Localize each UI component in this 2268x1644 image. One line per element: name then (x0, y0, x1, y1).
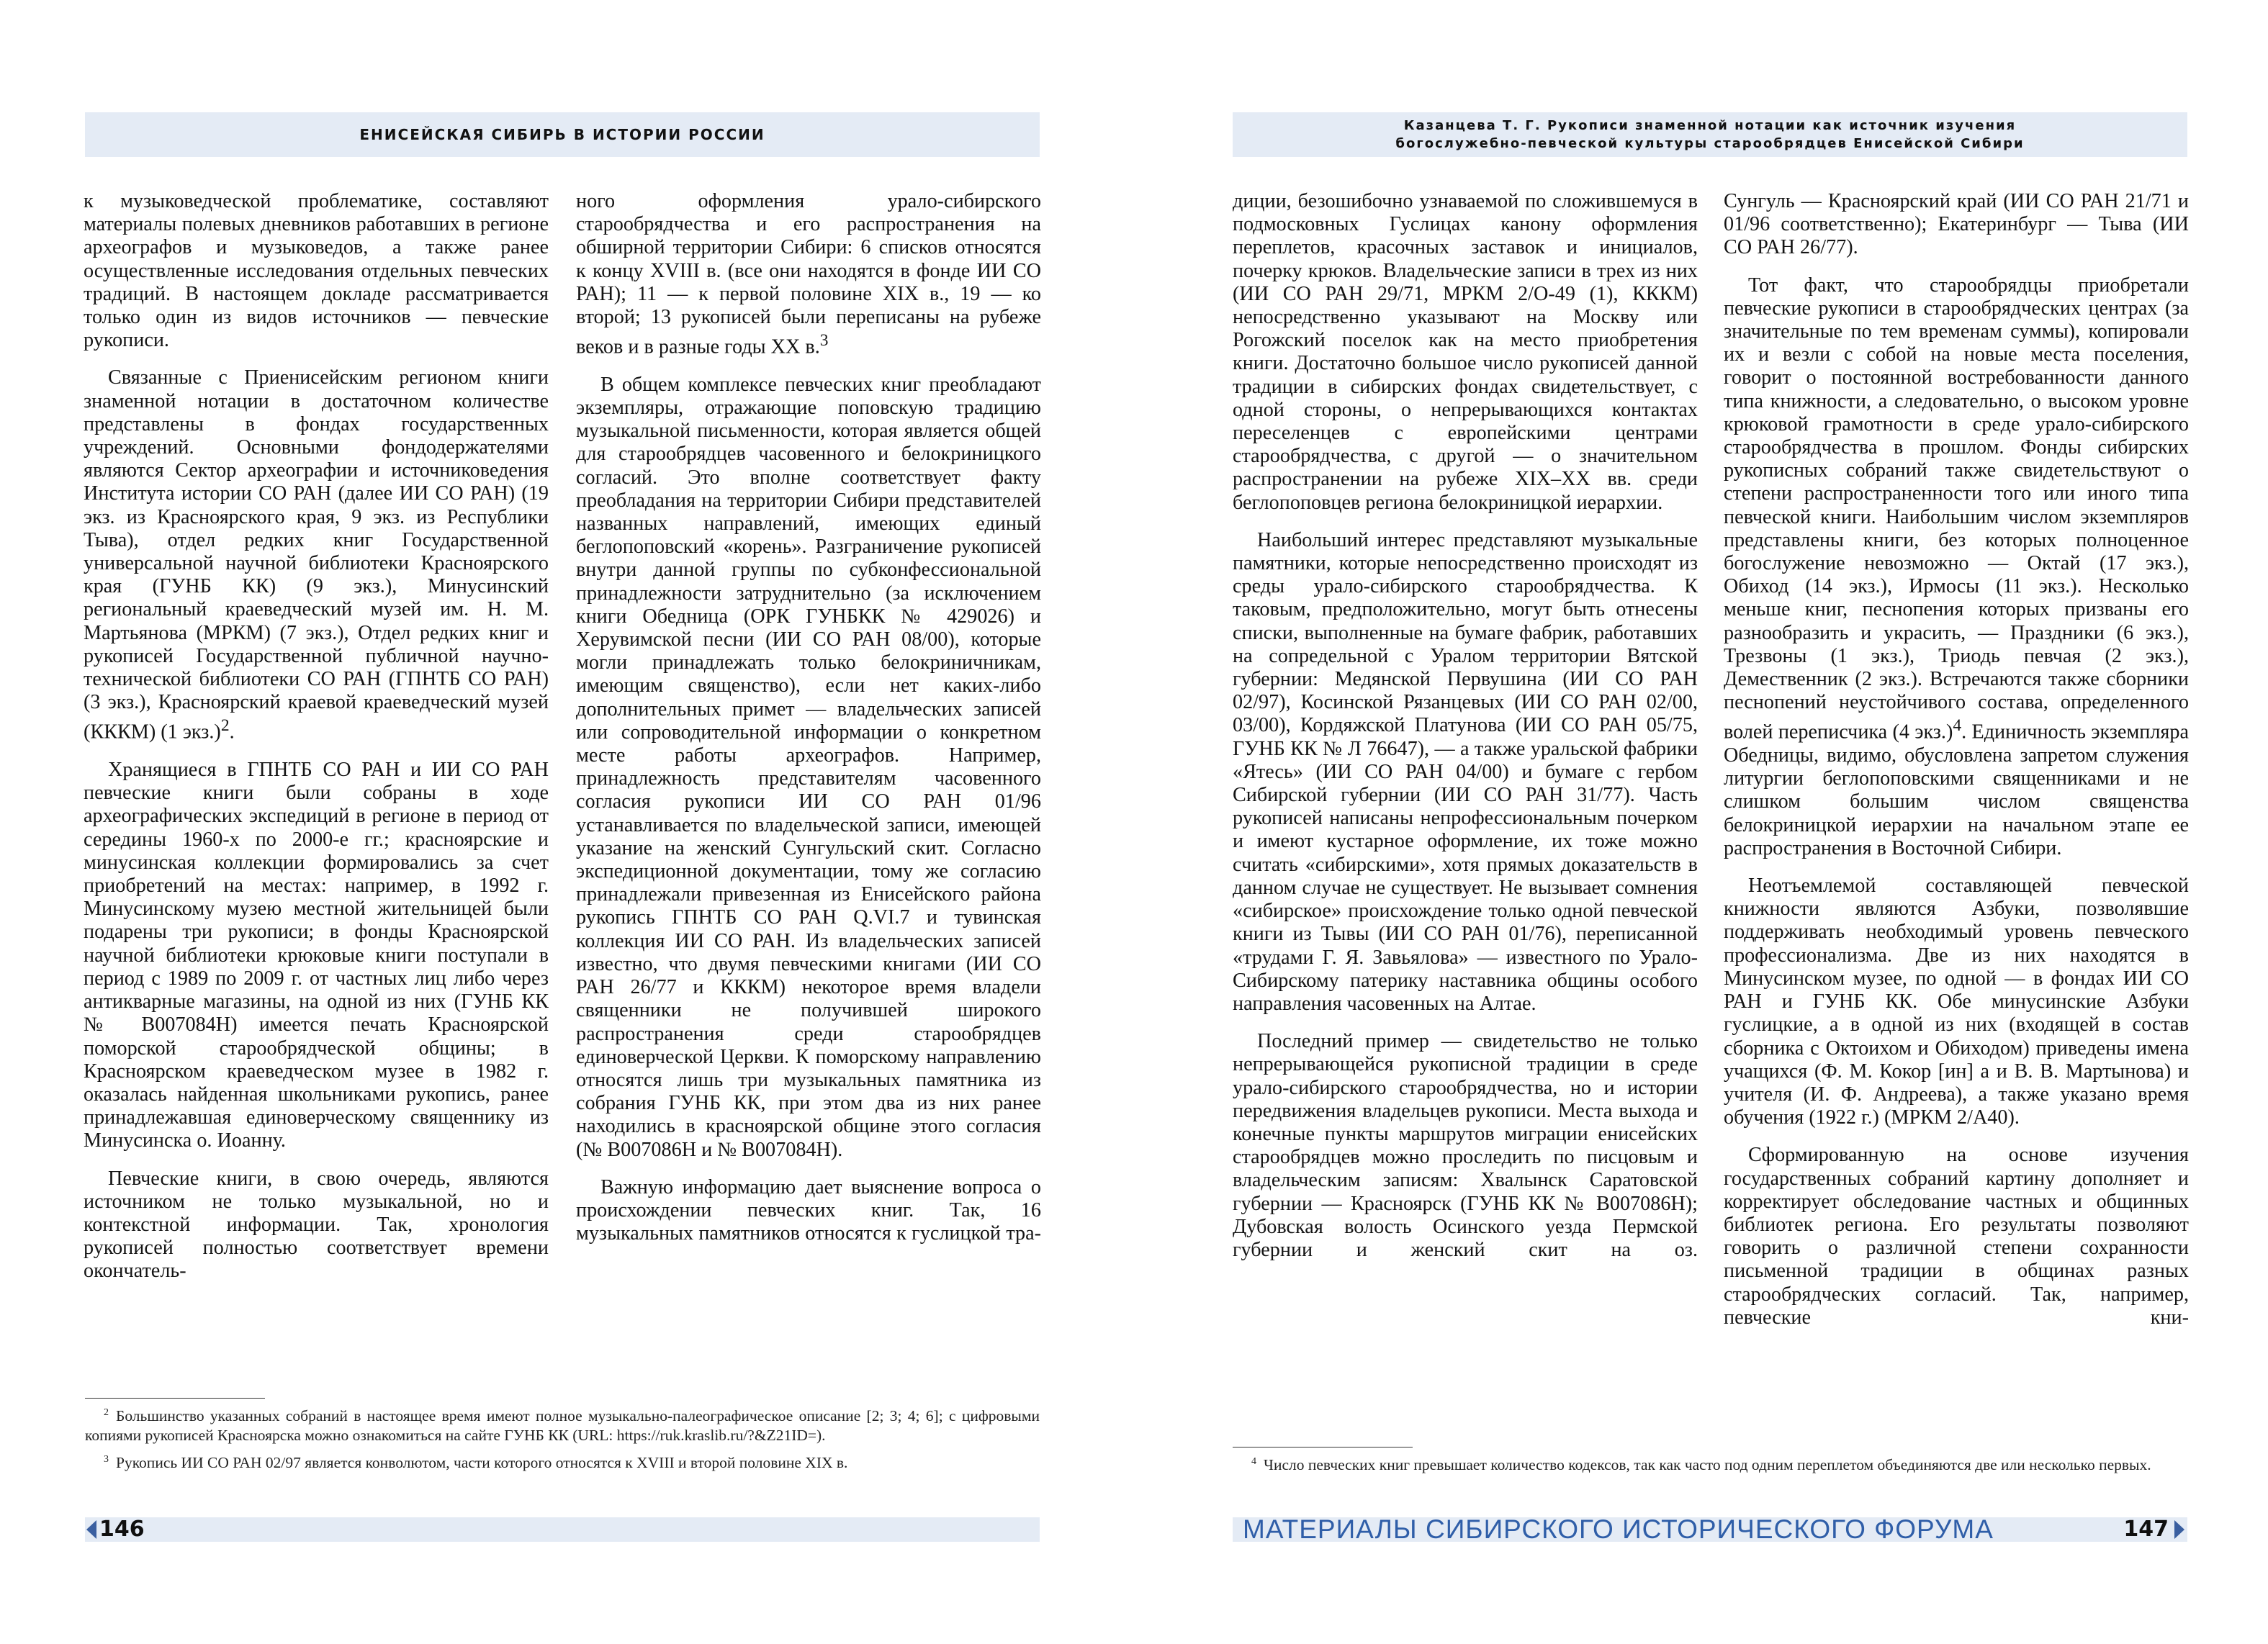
paragraph: Последний пример — свидетельство не только непрерывающейся рукописной традиции в среде урало-сибирского старообрядчества, но и истории передвижения владельцев рукописи. Места выхода и конечные пункты маршрутов миграции енисейских старообрядцев можно проследить по писцовым и владельческим записям: Хвалынск Саратовской губернии — Красноярск (ГУНБ КК № В007086Н); Дубовская волость Осинского уезда Пермской губернии и женский скит на оз. (1233, 1030, 1698, 1261)
paragraph: Связанные с Приенисейским регионом книги знаменной нотации в достаточном количестве представлены в фондах государственных учреждений. Основными фондодержателями являются Сектор археографии и источниковедения Института истории СО РАН (далее ИИ СО РАН) (19 экз. из Красноярского края, 9 экз. из Республики Тыва), отдел редких книг Государственной универсальной научной библиотеки Красноярского края (ГУНБ КК) (9 экз.), Минусинский региональный краеведческий музей им. Н. М. Мартьянова (МРКМ) (7 экз.), Отдел редких книг и рукописей Государственной публичной научно-технической библиотеки СО РАН (ГПНТБ СО РАН) (3 экз.), Красноярский краевой краеведческий музей (КККМ) (1 экз.)$^2$. (84, 366, 549, 744)
page-number: 146 (99, 1517, 145, 1542)
left-running-header: ЕНИСЕЙСКАЯ СИБИРЬ В ИСТОРИИ РОССИИ (85, 112, 1040, 157)
footnote (1233, 1453, 2187, 1475)
chevron-left-icon (86, 1520, 96, 1539)
footnote-text: Рукопись ИИ СО РАН 02/97 является конволютом, части которого относятся к XVIII и второй половине XIX в. (116, 1454, 848, 1472)
paragraph: Хранящиеся в ГПНТБ СО РАН и ИИ СО РАН певческие книги были собраны в ходе археографических экспедиций в регионе в период от середины 1960-х по 2000-е гг.; красноярские и минусинская коллекции формировались за счет приобретений на местах: например, в 1992 г. Минусинскому музею местной жительницей были подарены три рукописи; в фонды Красноярской научной библиотеки крюковые книги поступали в период с 1989 по 2009 г. от частных лиц либо через антикварные магазины, на одной из них (ГУНБ КК № В007084Н) имеется печать Красноярской поморской старообрядческой общины; в Красноярском краеведческом музее в 1982 г. оказалась найденная школьниками рукопись, ранее принадлежавшая единоверческому священнику из Минусинска о. Иоанну. (84, 759, 549, 1152)
paragraph: Сунгуль — Красноярский край (ИИ СО РАН 21/71 и 01/96 соответственно); Екатеринбург — Тыва (ИИ СО РАН 26/77). (1724, 190, 2189, 259)
footnote (85, 1450, 1040, 1473)
running-header-line: Казанцева Т. Г. Рукописи знаменной нотации как источник изучения (1403, 118, 2017, 133)
paragraph-text: Единичность экземпляра Обедницы, видимо, обусловлена запретом служения литургии беглопоповскими священниками и не слишком большим числом священства белокриницкой иерархии на начальном этапе ее распространения в Восточной Сибири. (1724, 721, 2190, 859)
footnote-text: Число певческих книг превышает количество кодексов, так как часто под одним переплетом объединяются две или несколько первых. (1264, 1456, 2151, 1474)
left-page-column-2 (576, 190, 1041, 1260)
right-running-header (1233, 112, 2187, 157)
footnote-number: 3 (104, 1454, 109, 1465)
footnote (85, 1404, 1040, 1445)
page-number: 147 (2123, 1517, 2169, 1542)
paragraph: Тот факт, что старообрядцы приобретали певческие рукописи в старообрядческих центрах (за значительные по тем временам суммы), копировали их и везли с собой на новые места поселения, говорит о постоянной востребованности данного типа книжности, а следовательно, о высоком уровне крюковой грамотности в среде урало-сибирского старообрядчества в прошлом. Фонды сибирских рукописных собраний также свидетельствуют о степени распространенности того или иного типа певческой книги. Наибольшим числом экземпляров представлены книги, без которых полноценное богослужение невозможно — Октай (17 экз.), Обиход (14 экз.), Ирмосы (11 экз.). Несколько меньше книг, песнопения которых призваны его разнообразить и украсить, — Праздники (6 экз.), Трезвоны (1 экз.), Триодь певчая (2 экз.), Демественник (2 экз.). Встречаются также сборники песнопений неустойчивого состава, определенного волей переписчика (4 экз.)$^4$. Единичность экземпляра Обедницы, видимо, обусловлена запретом служения литургии беглопоповскими священниками и не слишком большим числом священства белокриницкой иерархии на начальном этапе ее распространения в Восточной Сибири. (1724, 274, 2190, 859)
paragraph-text: Тот факт, что старообрядцы приобретали певческие рукописи в старообрядческих центрах (за значительные по тем временам суммы), копировали их и везли с собой на новые места поселения, говорит о постоянной востребованности данного типа книжности, а следовательно, о высоком уровне крюковой грамотности в среде урало-сибирского старообрядчества в прошлом. Фонды сибирских рукописных собраний также свидетельствуют о степени распространенности того или иного типа певческой книги. Наибольшим числом экземпляров представлены книги, без которых полноценное богослужение невозможно — Октай (17 экз.), Обиход (14 экз.), Ирмосы (11 экз.). Несколько меньше книг, песнопения которых призваны его разнообразить и украсить, — Праздники (6 экз.), Трезвоны (1 экз.), Триодь певчая (2 экз.), Демественник (2 экз.). Встречаются также сборники песнопений неустойчивого состава, определенного волей переписчика (4 экз.) (1724, 274, 2189, 744)
footnote-ref: 3 (819, 331, 829, 351)
footnote-number: 2 (104, 1407, 109, 1418)
footnote-divider (85, 1398, 265, 1399)
journal-title: МАТЕРИАЛЫ СИБИРСКОГО ИСТОРИЧЕСКОГО ФОРУМА (1243, 1514, 1994, 1544)
paragraph: Сформированную на основе изучения государственных собраний картину дополняет и корректирует обследование частных и общинных библиотек региона. Его результаты позволяют говорить о различной степени сохранности письменной традиции в общинах разных старообрядческих согласий. Так, например, певческие кни- (1724, 1144, 2189, 1329)
right-page-footer (1233, 1514, 2187, 1544)
left-footnotes (85, 1404, 1040, 1478)
paragraph: диции, безошибочно узнаваемой по сложившемуся в подмосковных Гуслицах канону оформления переплетов, красочных заставок и инициалов, почерку крюков. Владельческие записи в трех из них (ИИ СО РАН 29/71, МРКМ 2/О-49 (1), КККМ) непосредственно указывают на Москву или Рогожский поселок как на место приобретения книги. Достаточно большое число рукописей данной традиции в сибирских фондах свидетельствует, с одной стороны, о непрерывающихся контактах переселенцев с европейскими центрами старообрядчества, с другой — о значительном распространении на рубеже XIX–XX вв. среди беглопоповцев региона белокриницкой иерархии. (1233, 190, 1698, 514)
footnote-ref: 2 (220, 716, 230, 736)
footnote-text: Большинство указанных собраний в настоящее время имеют полное музыкально-палеографическое описание [2; 3; 4; 6]; с цифровыми копиями рукописей Красноярска можно ознакомиться на сайте ГУНБ КК (URL: https://ruk.kraslib.ru/?&Z21ID=). (85, 1407, 1040, 1444)
paragraph (576, 190, 1041, 359)
paragraph-text: ного оформления урало-сибирского старообрядчества и его распространения на обширной территории Сибири: 6 списков относятся к концу XVIII в. (все они находятся в фонде ИИ СО РАН); 11 — к первой половине XIX в., 19 — ко второй; 13 рукописей были переписаны на рубеже веков и в разные годы XX в. (576, 190, 1041, 358)
left-page-column-1 (84, 190, 549, 1298)
paragraph: Важную информацию дает выяснение вопроса о происхождении певческих книг. Так, 16 музыкальных памятников относятся к гуслицкой тра- (576, 1175, 1041, 1245)
paragraph-text: Связанные с Приенисейским регионом книги знаменной нотации в достаточном количестве представлены в фондах государственных учреждений. Основными фондодержателями являются Сектор археографии и источниковедения Института истории СО РАН (далее ИИ СО РАН) (19 экз. из Красноярского края, 9 экз. из Республики Тыва), отдел редких книг Государственной универсальной научной библиотеки Красноярского края (ГУНБ КК) (9 экз.), Минусинский региональный краеведческий музей им. Н. М. Мартьянова (МРКМ) (7 экз.), Отдел редких книг и рукописей Государственной публичной научно-технической библиотеки СО РАН (ГПНТБ СО РАН) (3 экз.), Красноярский краевой краеведческий музей (КККМ) (1 экз.) (84, 366, 549, 744)
paragraph: В общем комплексе певческих книг преобладают экземпляры, отражающие поповскую традицию музыкальной письменности, которая является общей для старообрядцев часовенного и белокриницкого согласий. Это вполне соответствует факту преобладания на территории Сибири представителей названных направлений, имеющих единый беглопоповский «корень». Разграничение рукописей внутри данной группы по субконфессиональной принадлежности затруднительно (за исключением книги Обедница (ОРК ГУНБКК № 429026) и Херувимской песни (ИИ СО РАН 08/00), которые могли принадлежать только белокриничникам, имеющим священство), если нет каких-либо дополнительных примет — владельческих записей или сопроводительной информации о конкретном месте работы археографов. Например, принадлежность представителям часовенного согласия рукописи ИИ СО РАН 01/96 устанавливается по владельческой записи, имеющей указание на женский Сунгульский скит. Согласно экспедиционной документации, тому же согласию принадлежали привезенная из Енисейского района рукопись ГПНТБ СО РАН Q.VI.7 и тувинская коллекция ИИ СО РАН. Из владельческих записей известно, что двумя певческими книгами (ИИ СО РАН 26/77 и КККМ) некоторое время владели священники не получившей широкого распространения среди старообрядцев единоверческой Церкви. К поморскому направлению относятся лишь три музыкальных памятника из собрания ГУНБ КК, при этом два из них ранее находились в красноярской общине этого согласия (№ В007086Н и № В007084Н). (576, 373, 1041, 1161)
paragraph: Наибольший интерес представляют музыкальные памятники, которые непосредственно происходят из среды урало-сибирского старообрядчества. К таковым, предположительно, могут быть отнесены списки, выполненные на бумаге фабрик, работавших на сопредельной с Уралом территории Вятской губернии: Медянской Первушина (ИИ СО РАН 02/97), Косинской Рязанцевых (ИИ СО РАН 02/00, 03/00), Кордяжской Платунова (ИИ СО РАН 05/75, ГУНБ КК № Л 76647), — а также уральской фабрики «Ятесь» (ИИ СО РАН 04/00) и бумаге с гербом Сибирской губернии (ИИ СО РАН 31/77). Часть рукописей написаны непрофессиональным почерком и имеют кустарное оформление, их тоже можно считать «сибирскими», хотя прямых доказательств в данном случае не существует. Не вызывает сомнения «сибирское» происхождение только одной певческой книги из Тывы (ИИ СО РАН 01/76), переписанной «трудами Г. Я. Завьялова» — известного по Урало-Сибирскому патерику наставника общины особого направления часовенных на Алтае. (1233, 528, 1698, 1015)
left-page-footer (85, 1517, 1040, 1542)
footnote-ref: 4 (1953, 716, 1962, 736)
paragraph: к музыковедческой проблематике, составляют материалы полевых дневников работавших в регионе археографов и музыковедов, а также ранее осуществленные исследования отдельных певческих традиций. В настоящем докладе рассматривается только один из видов источников — певческие рукописи. (84, 190, 549, 352)
paragraph: Неотъемлемой составляющей певческой книжности являются Азбуки, позволявшие поддерживать необходимый уровень певческого профессионализма. Две из них находятся в Минусинском музее, по одной — в фондах ИИ СО РАН и ГУНБ КК. Обе минусинские Азбуки гуслицкие, а в одной из них (входящей в состав сборника с Октоихом и Обиходом) приведены имена учащихся (Ф. М. Кокор [ин] а и В. В. Мартынова) и учителя (И. Ф. Андреева), а также указано время обучения (1922 г.) (МРКМ 2/А40). (1724, 875, 2189, 1129)
right-footnotes (1233, 1453, 2187, 1481)
running-header-line: богослужебно-певческой культуры старообрядцев Енисейской Сибири (1395, 136, 2025, 151)
paragraph: Певческие книги, в свою очередь, являются источником не только музыкальной, но и контекстной информации. Так, хронология рукописей полностью соответствует времени окончатель- (84, 1167, 549, 1283)
chevron-right-icon (2174, 1520, 2184, 1539)
right-page-column-2 (1724, 190, 2189, 1344)
footnote-number: 4 (1251, 1456, 1256, 1467)
right-page-column-1 (1233, 190, 1698, 1276)
